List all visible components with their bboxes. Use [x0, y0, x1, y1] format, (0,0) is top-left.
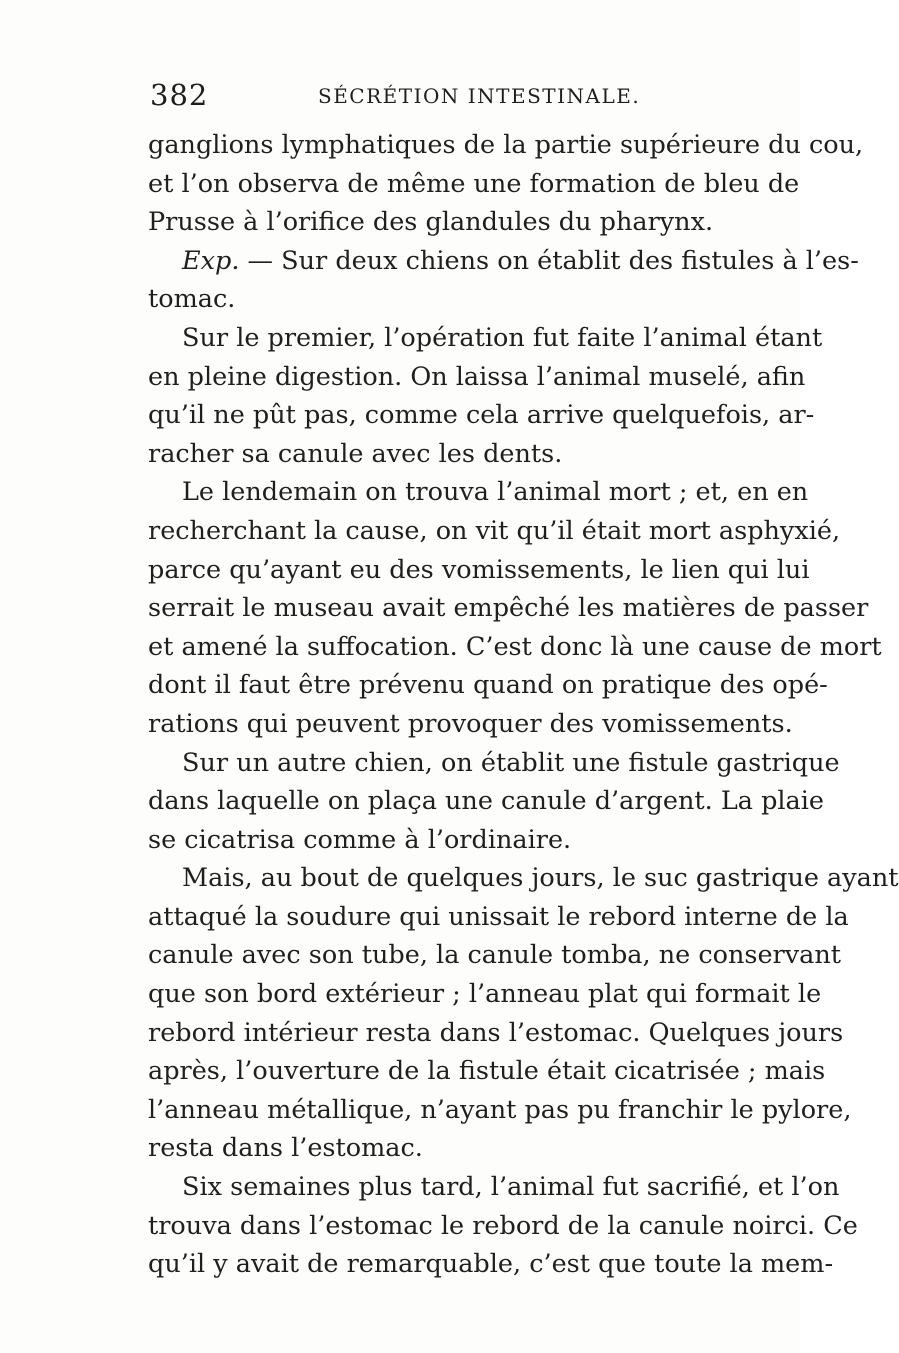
- text-line: l’anneau métallique, n’ayant pas pu franchir le pylore,: [148, 1094, 852, 1125]
- text-line: Six semaines plus tard, l’animal fut sacrifié, et l’on: [182, 1172, 840, 1203]
- text-line: attaqué la soudure qui unissait le rebord interne de la: [148, 901, 849, 932]
- text-line: et amené la suffocation. C’est donc là une cause de mort: [148, 631, 882, 662]
- text-line: tomac.: [148, 284, 236, 315]
- text-line: racher sa canule avec les dents.: [148, 438, 563, 469]
- text-line: trouva dans l’estomac le rebord de la canule noirci. Ce: [148, 1210, 858, 1241]
- text-line: serrait le museau avait empêché les matières de passer: [148, 593, 869, 624]
- text-line: Sur un autre chien, on établit une fistule gastrique: [182, 747, 840, 778]
- text-line: en pleine digestion. On laissa l’animal muselé, afin: [148, 361, 806, 392]
- text-line: après, l’ouverture de la fistule était cicatrisée ; mais: [148, 1056, 826, 1087]
- page-number: 382: [150, 78, 209, 112]
- text-line: rations qui peuvent provoquer des vomissements.: [148, 708, 793, 739]
- text-line: se cicatrisa comme à l’ordinaire.: [148, 824, 572, 855]
- text-line: dans laquelle on plaça une canule d’argent. La plaie: [148, 786, 825, 817]
- page-header: [150, 78, 770, 118]
- text-line: Mais, au bout de quelques jours, le suc gastrique ayant: [182, 863, 899, 894]
- text-line: Sur le premier, l’opération fut faite l’animal étant: [182, 322, 823, 353]
- text-line: Exp. — Sur deux chiens on établit des fistules à l’es-: [182, 245, 859, 276]
- running-head: SÉCRÉTION INTESTINALE.: [318, 84, 641, 108]
- text-line: Prusse à l’orifice des glandules du pharynx.: [148, 207, 714, 238]
- text-line: parce qu’ayant eu des vomissements, le lien qui lui: [148, 554, 810, 585]
- text-line: dont il faut être prévenu quand on pratique des opé-: [148, 670, 828, 701]
- text-line: qu’il y avait de remarquable, c’est que toute la mem-: [148, 1249, 834, 1280]
- body-text: [148, 126, 899, 1284]
- text-line: qu’il ne pût pas, comme cela arrive quelquefois, ar-: [148, 400, 815, 431]
- experiment-label: Exp.: [182, 245, 240, 276]
- text-line: canule avec son tube, la canule tomba, ne conservant: [148, 940, 842, 971]
- text-line: Le lendemain on trouva l’animal mort ; et, en en: [182, 477, 809, 508]
- text-line: ganglions lymphatiques de la partie supérieure du cou,: [148, 130, 864, 160]
- text-line: et l’on observa de même une formation de bleu de: [148, 168, 800, 199]
- text-line: recherchant la cause, on vit qu’il était mort asphyxié,: [148, 515, 841, 546]
- text-line: rebord intérieur resta dans l’estomac. Quelques jours: [148, 1017, 844, 1048]
- text-line: que son bord extérieur ; l’anneau plat qui formait le: [148, 979, 822, 1010]
- text-line: resta dans l’estomac.: [148, 1133, 423, 1164]
